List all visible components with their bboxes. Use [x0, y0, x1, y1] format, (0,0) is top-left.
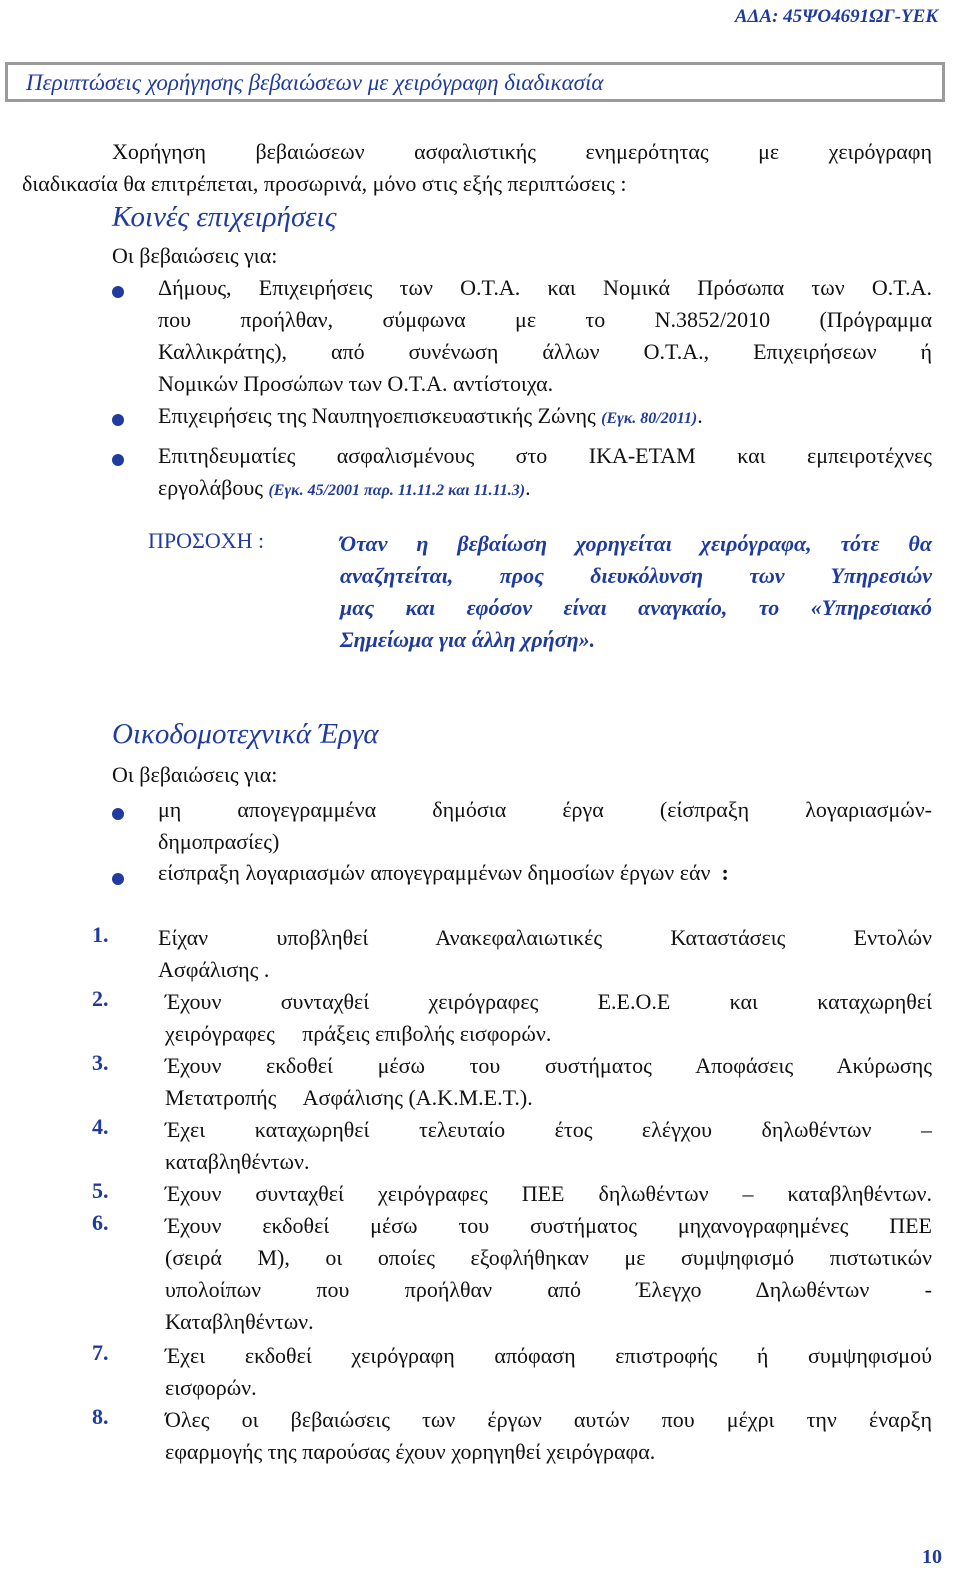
- item-2-line2: χειρόγραφες πράξεις επιβολής εισφορών.: [165, 1021, 552, 1046]
- s1-b3-line1: Επιτηδευματίες ασφαλισμένους στο ΙΚΑ-ΕΤΑΜ και εμπειροτέχνες: [158, 443, 932, 468]
- section1-lead: Οι βεβαιώσεις για:: [112, 243, 278, 268]
- title-box: [5, 62, 945, 102]
- page-number: 10: [922, 1546, 942, 1568]
- item-number: 8.: [92, 1404, 109, 1429]
- attention-line-1: Όταν η βεβαίωση χορηγείται χειρόγραφα, τότε θα: [340, 531, 932, 556]
- s1-b3-line2: [158, 472, 531, 507]
- s1-b2-ref: (Εγκ. 80/2011): [601, 410, 698, 427]
- item-5-line1: Έχουν συνταχθεί χειρόγραφες ΠΕΕ δηλωθέντων – καταβληθέντων.: [165, 1181, 932, 1206]
- ada-code: ΑΔΑ: 45ΨΟ4691ΩΓ-ΥΕΚ: [734, 6, 938, 27]
- item-8-line2: εφαρμογής της παρούσας έχουν χορηγηθεί χειρόγραφα.: [165, 1439, 656, 1464]
- s1-b3-tail: .: [525, 475, 531, 500]
- item-number: 3.: [92, 1050, 109, 1075]
- item-6-line2: (σειρά Μ), οι οποίες εξοφλήθηκαν με συμψηφισμό πιστωτικών: [165, 1245, 932, 1270]
- intro-line-2: διαδικασία θα επιτρέπεται, προσωρινά, μόνο στις εξής περιπτώσεις :: [22, 171, 627, 196]
- item-7-line2: εισφορών.: [165, 1375, 257, 1400]
- attention-line-3: μας και εφόσον είναι αναγκαίο, το «Υπηρεσιακό: [340, 595, 932, 620]
- bullet-dot: [112, 808, 124, 820]
- item-number: 4.: [92, 1114, 109, 1139]
- s1-b2-text: Επιχειρήσεις της Ναυπηγοεπισκευαστικής Ζώνης: [158, 403, 602, 428]
- s1-b1-line3: Καλλικράτης), από συνένωση άλλων Ο.Τ.Α., Επιχειρήσεων ή: [158, 339, 932, 364]
- item-1-line2: Ασφάλισης .: [158, 957, 270, 982]
- item-1-line1: Είχαν υποβληθεί Ανακεφαλαιωτικές Καταστάσεις Εντολών: [158, 925, 932, 950]
- s2-b2: [158, 857, 729, 889]
- item-7-line1: Έχει εκδοθεί χειρόγραφη απόφαση επιστροφής ή συμψηφισμού: [165, 1343, 932, 1368]
- item-number: 5.: [92, 1178, 109, 1203]
- item-3-line1: Έχουν εκδοθεί μέσω του συστήματος Αποφάσεις Ακύρωσης: [165, 1053, 932, 1078]
- s2-b2-colon: :: [721, 860, 729, 885]
- item-number: 7.: [92, 1340, 109, 1365]
- s1-b1-line1: Δήμους, Επιχειρήσεις των Ο.Τ.Α. και Νομικά Πρόσωπα των Ο.Τ.Α.: [158, 275, 932, 300]
- s1-b1-line2: που προήλθαν, σύμφωνα με το Ν.3852/2010 (Πρόγραμμα: [158, 307, 932, 332]
- s2-b1-line1: μη απογεγραμμένα δημόσια έργα (είσπραξη λογαριασμών-: [158, 797, 932, 822]
- section2-lead: Οι βεβαιώσεις για:: [112, 762, 278, 787]
- s1-b1-line4: Νομικών Προσώπων των Ο.Τ.Α. αντίστοιχα.: [158, 371, 554, 396]
- section1-heading: Κοινές επιχειρήσεις: [112, 201, 337, 233]
- bullet-dot: [112, 873, 124, 885]
- item-8-line1: Όλες οι βεβαιώσεις των έργων αυτών που μέχρι την έναρξη: [165, 1407, 932, 1432]
- item-6-line3: υπολοίπων που προήλθαν από Έλεγχο Δηλωθέντων -: [165, 1277, 932, 1302]
- attention-label: ΠΡΟΣΟΧΗ :: [148, 528, 265, 553]
- bullet-dot: [112, 454, 124, 466]
- section2-heading: Οικοδομοτεχνικά Έργα: [112, 718, 379, 750]
- bullet-dot: [112, 414, 124, 426]
- item-number: 2.: [92, 986, 109, 1011]
- attention-line-2: αναζητείται, προς διευκόλυνση των Υπηρεσιών: [340, 563, 932, 588]
- item-4-line2: καταβληθέντων.: [165, 1149, 310, 1174]
- s2-b1-line2: δημοπρασίες): [158, 829, 280, 854]
- attention-text: [340, 528, 932, 656]
- page-title: Περιπτώσεις χορήγησης βεβαιώσεων με χειρόγραφη διαδικασία: [26, 70, 604, 95]
- item-number: 1.: [92, 922, 109, 947]
- intro-line-1: Χορήγηση βεβαιώσεων ασφαλιστικής ενημερότητας με χειρόγραφη: [112, 139, 932, 164]
- item-4-line1: Έχει καταχωρηθεί τελευταίο έτος ελέγχου δηλωθέντων –: [165, 1117, 932, 1142]
- s1-b3-text: εργολάβους: [158, 475, 269, 500]
- s1-b2-tail: .: [697, 403, 703, 428]
- s1-b3-ref: (Εγκ. 45/2001 παρ. 11.11.2 και 11.11.3): [268, 482, 526, 499]
- item-2-line1: Έχουν συνταχθεί χειρόγραφες Ε.Ε.Ο.Ε και καταχωρηθεί: [165, 989, 932, 1014]
- s1-b2: [158, 400, 703, 435]
- item-3-line2: Μετατροπής Ασφάλισης (Α.Κ.Μ.Ε.Τ.).: [165, 1085, 533, 1110]
- attention-line-4: Σημείωμα για άλλη χρήση».: [340, 627, 596, 652]
- s2-b2-text: είσπραξη λογαριασμών απογεγραμμένων δημοσίων έργων εάν: [158, 860, 711, 885]
- item-6-line4: Καταβληθέντων.: [165, 1309, 314, 1334]
- item-number: 6.: [92, 1210, 109, 1235]
- item-6-line1: Έχουν εκδοθεί μέσω του συστήματος μηχανογραφημένες ΠΕΕ: [165, 1213, 932, 1238]
- bullet-dot: [112, 286, 124, 298]
